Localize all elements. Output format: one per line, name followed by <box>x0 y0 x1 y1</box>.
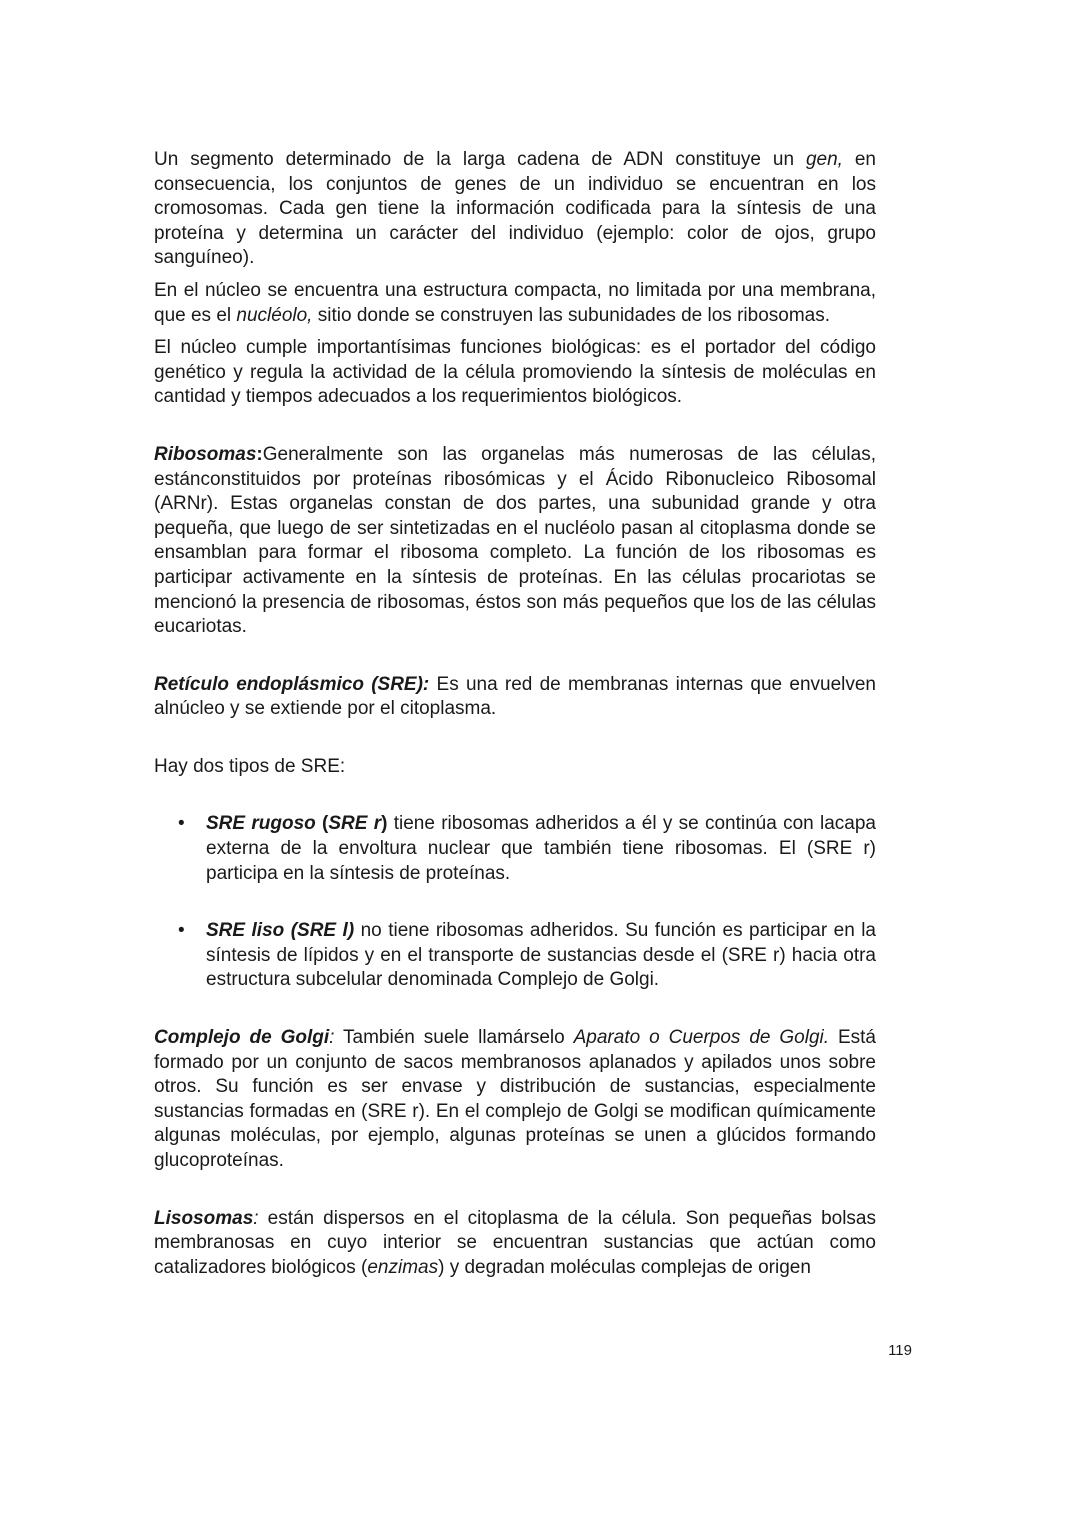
ribosomas-text: Generalmente son las organelas más numerosas de las células, estánconstituidos por proteínas ribosómicas y el Ácido Ribonucleico Ribosomal (ARNr). Estas organelas constan de dos partes, una subunidad grande y otra pequeña, que luego de ser sintetizadas en el nucléolo pasan al citoplasma donde se ensamblan para formar el ribosoma completo. La función de los ribosomas es participar activamente en la síntesis de proteínas. En las células procariotas se mencionó la presencia de ribosomas, éstos son más pequeños que los de las células eucariotas. <box>154 443 876 638</box>
nucleolo-text-end: sitio donde se construyen las subunidades de los ribosomas. <box>312 304 830 326</box>
gen-text-start: Un segmento determinado de la larga cadena de ADN constituye un <box>154 149 806 170</box>
sre-liso-term: SRE liso (SRE l) <box>206 920 355 942</box>
golgi-colon: : <box>329 1027 335 1049</box>
ribosomas-colon: : <box>256 443 263 465</box>
gen-text-end: en consecuencia, los conjuntos de genes de un individuo se encuentran en los cromosomas. Cada gen tiene la información codificada para la síntesis de una proteína y determina un carácter del individuo (ejemplo: color de ojos, grupo sanguíneo). <box>154 149 876 269</box>
paragraph-reticulo <box>154 673 876 722</box>
page-content <box>154 148 876 1280</box>
bullet-icon: • <box>178 920 185 942</box>
lisosomas-text-end: ) y degradan moléculas complejas de origen <box>438 1256 811 1278</box>
ribosomas-term: Ribosomas <box>154 443 257 465</box>
lisosomas-term: Lisosomas <box>154 1207 254 1229</box>
reticulo-text: Es una red de membranas internas que envuelven alnúcleo y se extiende por el citoplasma. <box>154 673 876 720</box>
golgi-text-start: También suele llamárselo <box>334 1027 574 1049</box>
lisosomas-colon: : <box>253 1207 259 1229</box>
paragraph-gen <box>154 148 876 271</box>
sre-rugoso-paren-close: ) <box>381 813 388 835</box>
list-item-sre-rugoso <box>154 812 876 886</box>
paragraph-golgi <box>154 1026 876 1174</box>
page-number: 119 <box>888 1342 912 1359</box>
list-item-sre-liso <box>154 919 876 993</box>
sre-r-abbrev: SRE r <box>328 813 382 835</box>
sre-rugoso-term: SRE rugoso <box>206 813 316 835</box>
sre-rugoso-text: tiene ribosomas adheridos a él y se continúa con lacapa externa de la envoltura nuclear que también tiene ribosomas. El (SRE r) participa en la síntesis de proteínas. <box>206 813 876 884</box>
golgi-alt-names: Aparato o Cuerpos de Golgi. <box>573 1027 830 1049</box>
gen-term: gen, <box>805 149 843 170</box>
bullet-icon: • <box>178 813 185 835</box>
enzimas-term: enzimas <box>367 1256 439 1278</box>
nucleolo-term: nucléolo, <box>236 304 313 326</box>
golgi-text-end: Está formado por un conjunto de sacos membranosos aplanados y apilados unos sobre otros. Su función es ser envase y distribución de sustancias, especialmente sustancias formadas en (SRE r). En el complejo de Golgi se modifican químicamente algunas moléculas, por ejemplo, algunas proteínas se unen a glúcidos formando glucoproteínas. <box>154 1027 876 1171</box>
sre-rugoso-paren-open: ( <box>315 813 329 835</box>
golgi-term: Complejo de Golgi <box>154 1027 330 1049</box>
lisosomas-text-start: están dispersos en el citoplasma de la célula. Son pequeñas bolsas membranosas en cuyo interior se encuentran sustancias que actúan como catalizadores biológicos ( <box>154 1207 876 1278</box>
paragraph-lisosomas <box>154 1207 876 1281</box>
paragraph-nucleolo <box>154 279 876 328</box>
reticulo-term: Retículo endoplásmico (SRE): <box>154 673 430 695</box>
sre-liso-text: no tiene ribosomas adheridos. Su función es participar en la síntesis de lípidos y en el transporte de sustancias desde el (SRE r) hacia otra estructura subcelular denominada Complejo de Golgi. <box>206 920 876 991</box>
sre-types-list <box>154 812 876 993</box>
paragraph-nucleo-funciones: El núcleo cumple importantísimas funciones biológicas: es el portador del código genético y regula la actividad de la célula promoviendo la síntesis de moléculas en cantidad y tiempos adecuados a los requerimientos biológicos. <box>154 337 876 408</box>
nucleolo-text-start: En el núcleo se encuentra una estructura compacta, no limitada por una membrana, que es el <box>154 279 876 326</box>
paragraph-tipos-sre: Hay dos tipos de SRE: <box>154 755 346 777</box>
paragraph-ribosomas <box>154 443 876 640</box>
